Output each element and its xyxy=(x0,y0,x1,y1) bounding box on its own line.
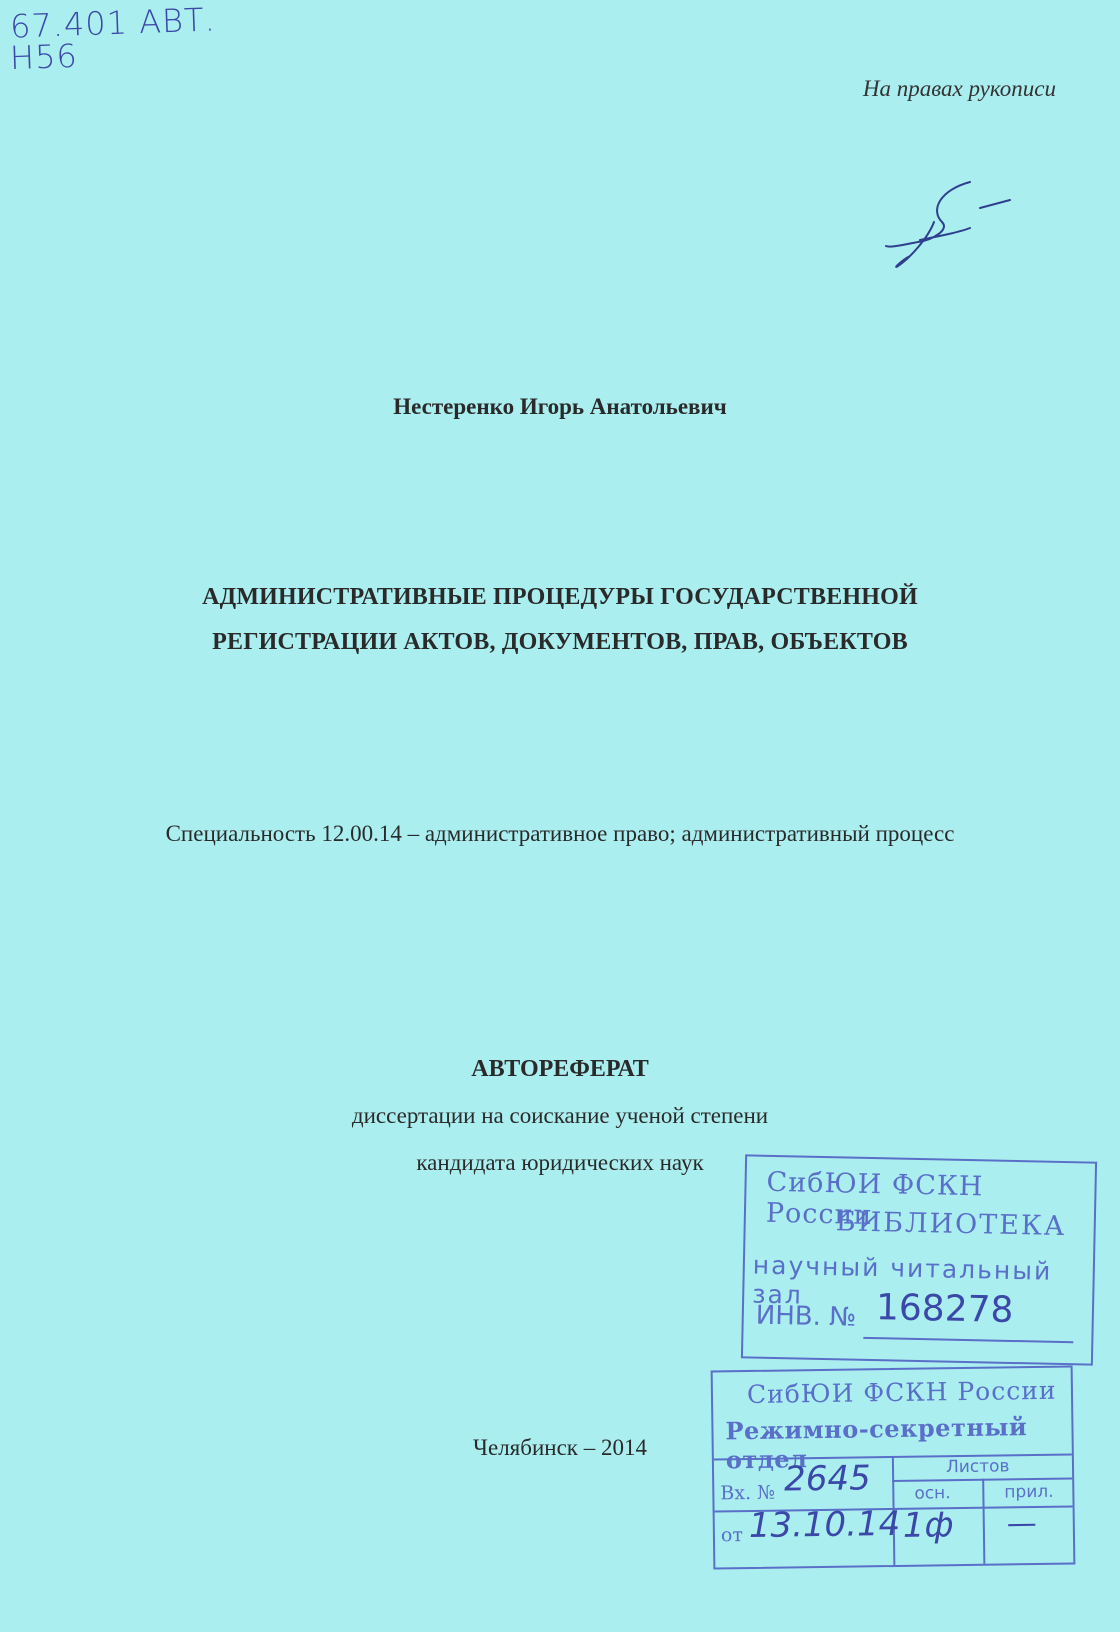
main-sheets-count: 1ф xyxy=(902,1505,954,1546)
degree-line-2: кандидата юридических наук xyxy=(416,1150,704,1175)
library-stamp xyxy=(741,1154,1097,1365)
registry-stamp-line-1: СибЮИ ФСКН России xyxy=(746,1375,1057,1410)
registry-stamp-line-2: Режимно-секретный отдел xyxy=(725,1412,1028,1475)
appendix-sheets-count: — xyxy=(1006,1505,1038,1542)
abstract-label: АВТОРЕФЕРАТ xyxy=(471,1056,649,1082)
specialty: Специальность 12.00.14 – административное право; административный процесс xyxy=(165,821,955,846)
incoming-number: 2645 xyxy=(783,1458,871,1500)
library-stamp-line-2: БИБЛИОТЕКА xyxy=(835,1206,1067,1243)
rights-note: На правах рукописи xyxy=(862,76,1056,101)
appendix-sheets-label: прил. xyxy=(1004,1481,1054,1503)
author-name: Нестеренко Игорь Анатольевич xyxy=(393,394,727,419)
from-label: от xyxy=(720,1524,744,1547)
degree-line-1: диссертации на соискание ученой степени xyxy=(351,1103,769,1128)
incoming-label: Вх. № xyxy=(720,1481,776,1505)
inventory-underline xyxy=(863,1337,1073,1343)
classmark-line-1: 67.401 АВТ. xyxy=(9,0,217,46)
inventory-number: 168278 xyxy=(875,1287,1014,1331)
dissertation-title-line-2: РЕГИСТРАЦИИ АКТОВ, ДОКУМЕНТОВ, ПРАВ, ОБЪЕКТОВ xyxy=(212,629,908,655)
classmark-line-2: Н56 xyxy=(9,36,79,78)
stamp-divider xyxy=(982,1479,985,1564)
main-sheets-label: осн. xyxy=(914,1483,951,1504)
dissertation-title-line-1: АДМИНИСТРАТИВНЫЕ ПРОЦЕДУРЫ ГОСУДАРСТВЕННОЙ xyxy=(202,584,918,610)
library-stamp-line-1: СибЮИ ФСКН России xyxy=(765,1166,984,1232)
registry-stamp xyxy=(711,1365,1076,1569)
city-year: Челябинск – 2014 xyxy=(473,1435,647,1460)
author-signature xyxy=(880,170,1050,280)
sheets-label: Листов xyxy=(945,1456,1010,1478)
from-date: 13.10.14 xyxy=(748,1503,901,1547)
inventory-label: ИНВ. № xyxy=(755,1300,857,1333)
library-stamp-line-3: научный читальный зал xyxy=(751,1250,1053,1310)
